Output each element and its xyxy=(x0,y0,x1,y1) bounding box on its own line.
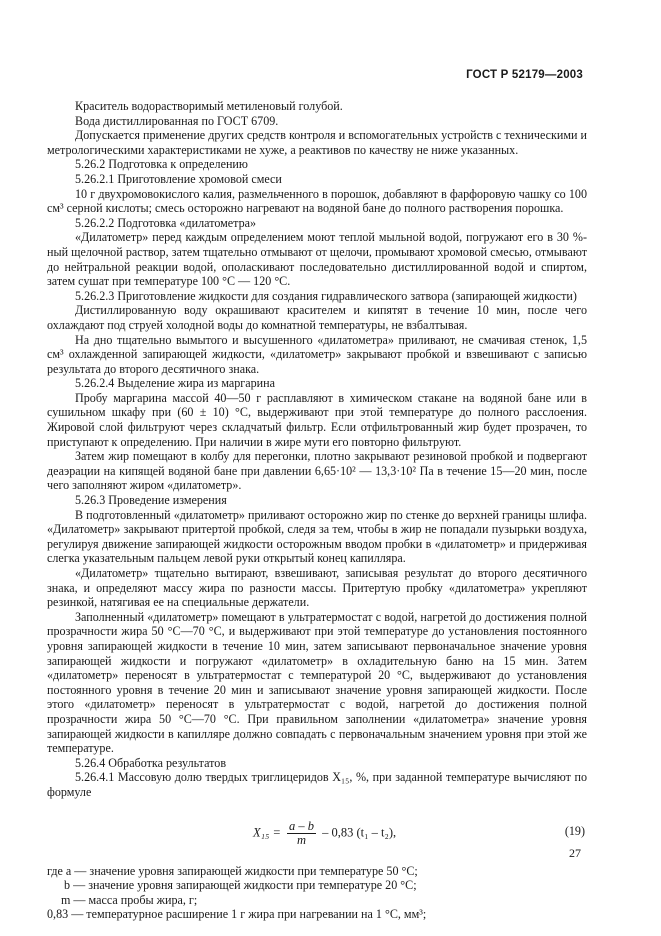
paragraph: 5.26.2.4 Выделение жира из маргарина xyxy=(75,376,275,391)
formula-lhs: X₁₅ = xyxy=(253,824,281,839)
paragraph: 5.26.2 Подготовка к определению xyxy=(75,157,248,172)
paragraph: В подготовленный «дилатометр» приливают осторожно жир по стенке до верхней границы шлифа. «Дилатометр» закрывают притертой пробкой, следя за тем, чтобы в жир не попадали пузырьки воздуха, регулируя движение запирающей жидкости осторожным вводом пробки в «дилатометр» и придерживая слегка указательным пальцем левой руки открытый конец капилляра. xyxy=(47,507,587,566)
paragraph: Вода дистиллированная по ГОСТ 6709. xyxy=(75,113,279,128)
paragraph: «Дилатометр» тщательно вытирают, взвешивают, записывая результат до второго десятичного знака, и определяют массу жира по разности массы. Притертую пробку «дилатометра» укрепляют резинкой, натягивая ее на специальные держатели. xyxy=(47,566,587,610)
page-number: 27 xyxy=(569,846,581,860)
paragraph: Краситель водорастворимый метиленовый голубой. xyxy=(75,99,343,113)
paragraph: Затем жир помещают в колбу для перегонки, плотно закрывают резиновой пробкой и подвергают деаэрации на кипящей водяной бане при давлении 6,65·10² — 13,3·10² Па в течение 15—20 мин, после чего заполняют жиром «дилатометр». xyxy=(47,449,587,493)
paragraph: Пробу маргарина массой 40—50 г расплавляют в химическом стакане на водяной бане или в сушильном шкафу при (60 ± 10) °С, выдерживают при этой температуре до полного расслоения. Жировой слой фильтруют через складчатый фильтр. Если отфильтрованный жир будет прозрачен, то приступают к определению. При наличии в жире мути его повторно фильтруют. xyxy=(47,390,587,449)
paragraph-list xyxy=(47,99,587,800)
paragraph: 5.26.3 Проведение измерения xyxy=(75,493,227,508)
paragraph: 5.26.4 Обработка результатов xyxy=(75,755,227,770)
paragraph: 5.26.4.1 Массовую долю твердых триглицеридов X₁₅, %, при заданной температуре вычисляют по формуле xyxy=(47,770,587,799)
paragraph: Дистиллированную воду окрашивают красителем и кипятят в течение 10 мин, после чего охлаждают под струей холодной воды до комнатной температуры, не взбалтывая. xyxy=(47,303,587,332)
formula-rhs: – 0,83 (t₁ – t₂), xyxy=(322,824,397,839)
definition-item: b — значение уровня запирающей жидкости при температуре 20 °С; xyxy=(64,878,417,893)
paragraph: На дно тщательно вымытого и высушенного «дилатометра» приливают, не смачивая стенок, 1,5 см³ охлажденной запирающей жидкости, «дилатометр» закрывают пробкой и взвешивают с записью результата до второго десятичного знака. xyxy=(47,332,587,376)
standard-header: ГОСТ Р 52179—2003 xyxy=(466,69,583,81)
equation-number: (19) xyxy=(564,823,585,838)
formula-numerator: a – b xyxy=(289,818,315,833)
formula xyxy=(253,820,396,847)
document-body xyxy=(47,99,587,922)
paragraph: Заполненный «дилатометр» помещают в ультратермостат с водой, нагретой до достижения полной прозрачности жира 50 °С—70 °С, и выдерживают при этой температуре до установления постоянного уровня запирающей жидкости в течение 10 мин, затем записывают первоначальное значение уровня запирающей жидкости и погружают «дилатометр» в охладительную баню на 15 мин. Затем «дилатометр» переносят в ультратермостат с температурой 20 °С, выдерживают до установления постоянного уровня в течение 20 мин и записывают значение уровня запирающей жидкости. После этого «дилатометр» переносят в ультратермостат с водой, нагретой до достижения полной прозрачности жира 50 °С—70 °С. При правильном заполнении «дилатометра» значение уровня запирающей жидкости в капилляре должно совпадать с первоначальным значением уровня при этой же температуре. xyxy=(47,609,587,756)
definition-item: m — масса пробы жира, г; xyxy=(61,892,198,907)
paragraph: Допускается применение других средств контроля и вспомогательных устройств с техническими и метрологическими характеристиками не хуже, а реактивов по качеству не ниже указанных. xyxy=(47,128,587,157)
definition-item: где a — значение уровня запирающей жидкости при температуре 50 °С; xyxy=(47,863,418,878)
paragraph: 10 г двухромовокислого калия, размельченного в порошок, добавляют в фарфоровую чашку со 100 см³ серной кислоты; смесь осторожно нагревают на водяной бане до полного растворения порошка. xyxy=(47,186,587,216)
paragraph: 5.26.2.2 Подготовка «дилатометра» xyxy=(75,215,257,230)
definitions-list xyxy=(47,864,587,922)
formula-block xyxy=(47,814,587,854)
paragraph: «Дилатометр» перед каждым определением моют теплой мыльной водой, погружают его в 30 %-ный щелочной раствор, затем тщательно отмывают от щелочи, промывают хромовой смесью, отмывают до нейтральной реакции водой, ополаскивают последовательно дистиллированной водой и спиртом, затем сушат при температуре 100 °С — 120 °С. xyxy=(47,230,587,289)
formula-fraction xyxy=(287,820,316,847)
paragraph: 5.26.2.1 Приготовление хромовой смеси xyxy=(75,171,282,186)
definition-item: 0,83 — температурное расширение 1 г жира при нагревании на 1 °С, мм³; xyxy=(47,907,427,922)
formula-denominator: m xyxy=(297,832,307,847)
paragraph: 5.26.2.3 Приготовление жидкости для создания гидравлического затвора (запирающей жидкости) xyxy=(75,288,577,303)
